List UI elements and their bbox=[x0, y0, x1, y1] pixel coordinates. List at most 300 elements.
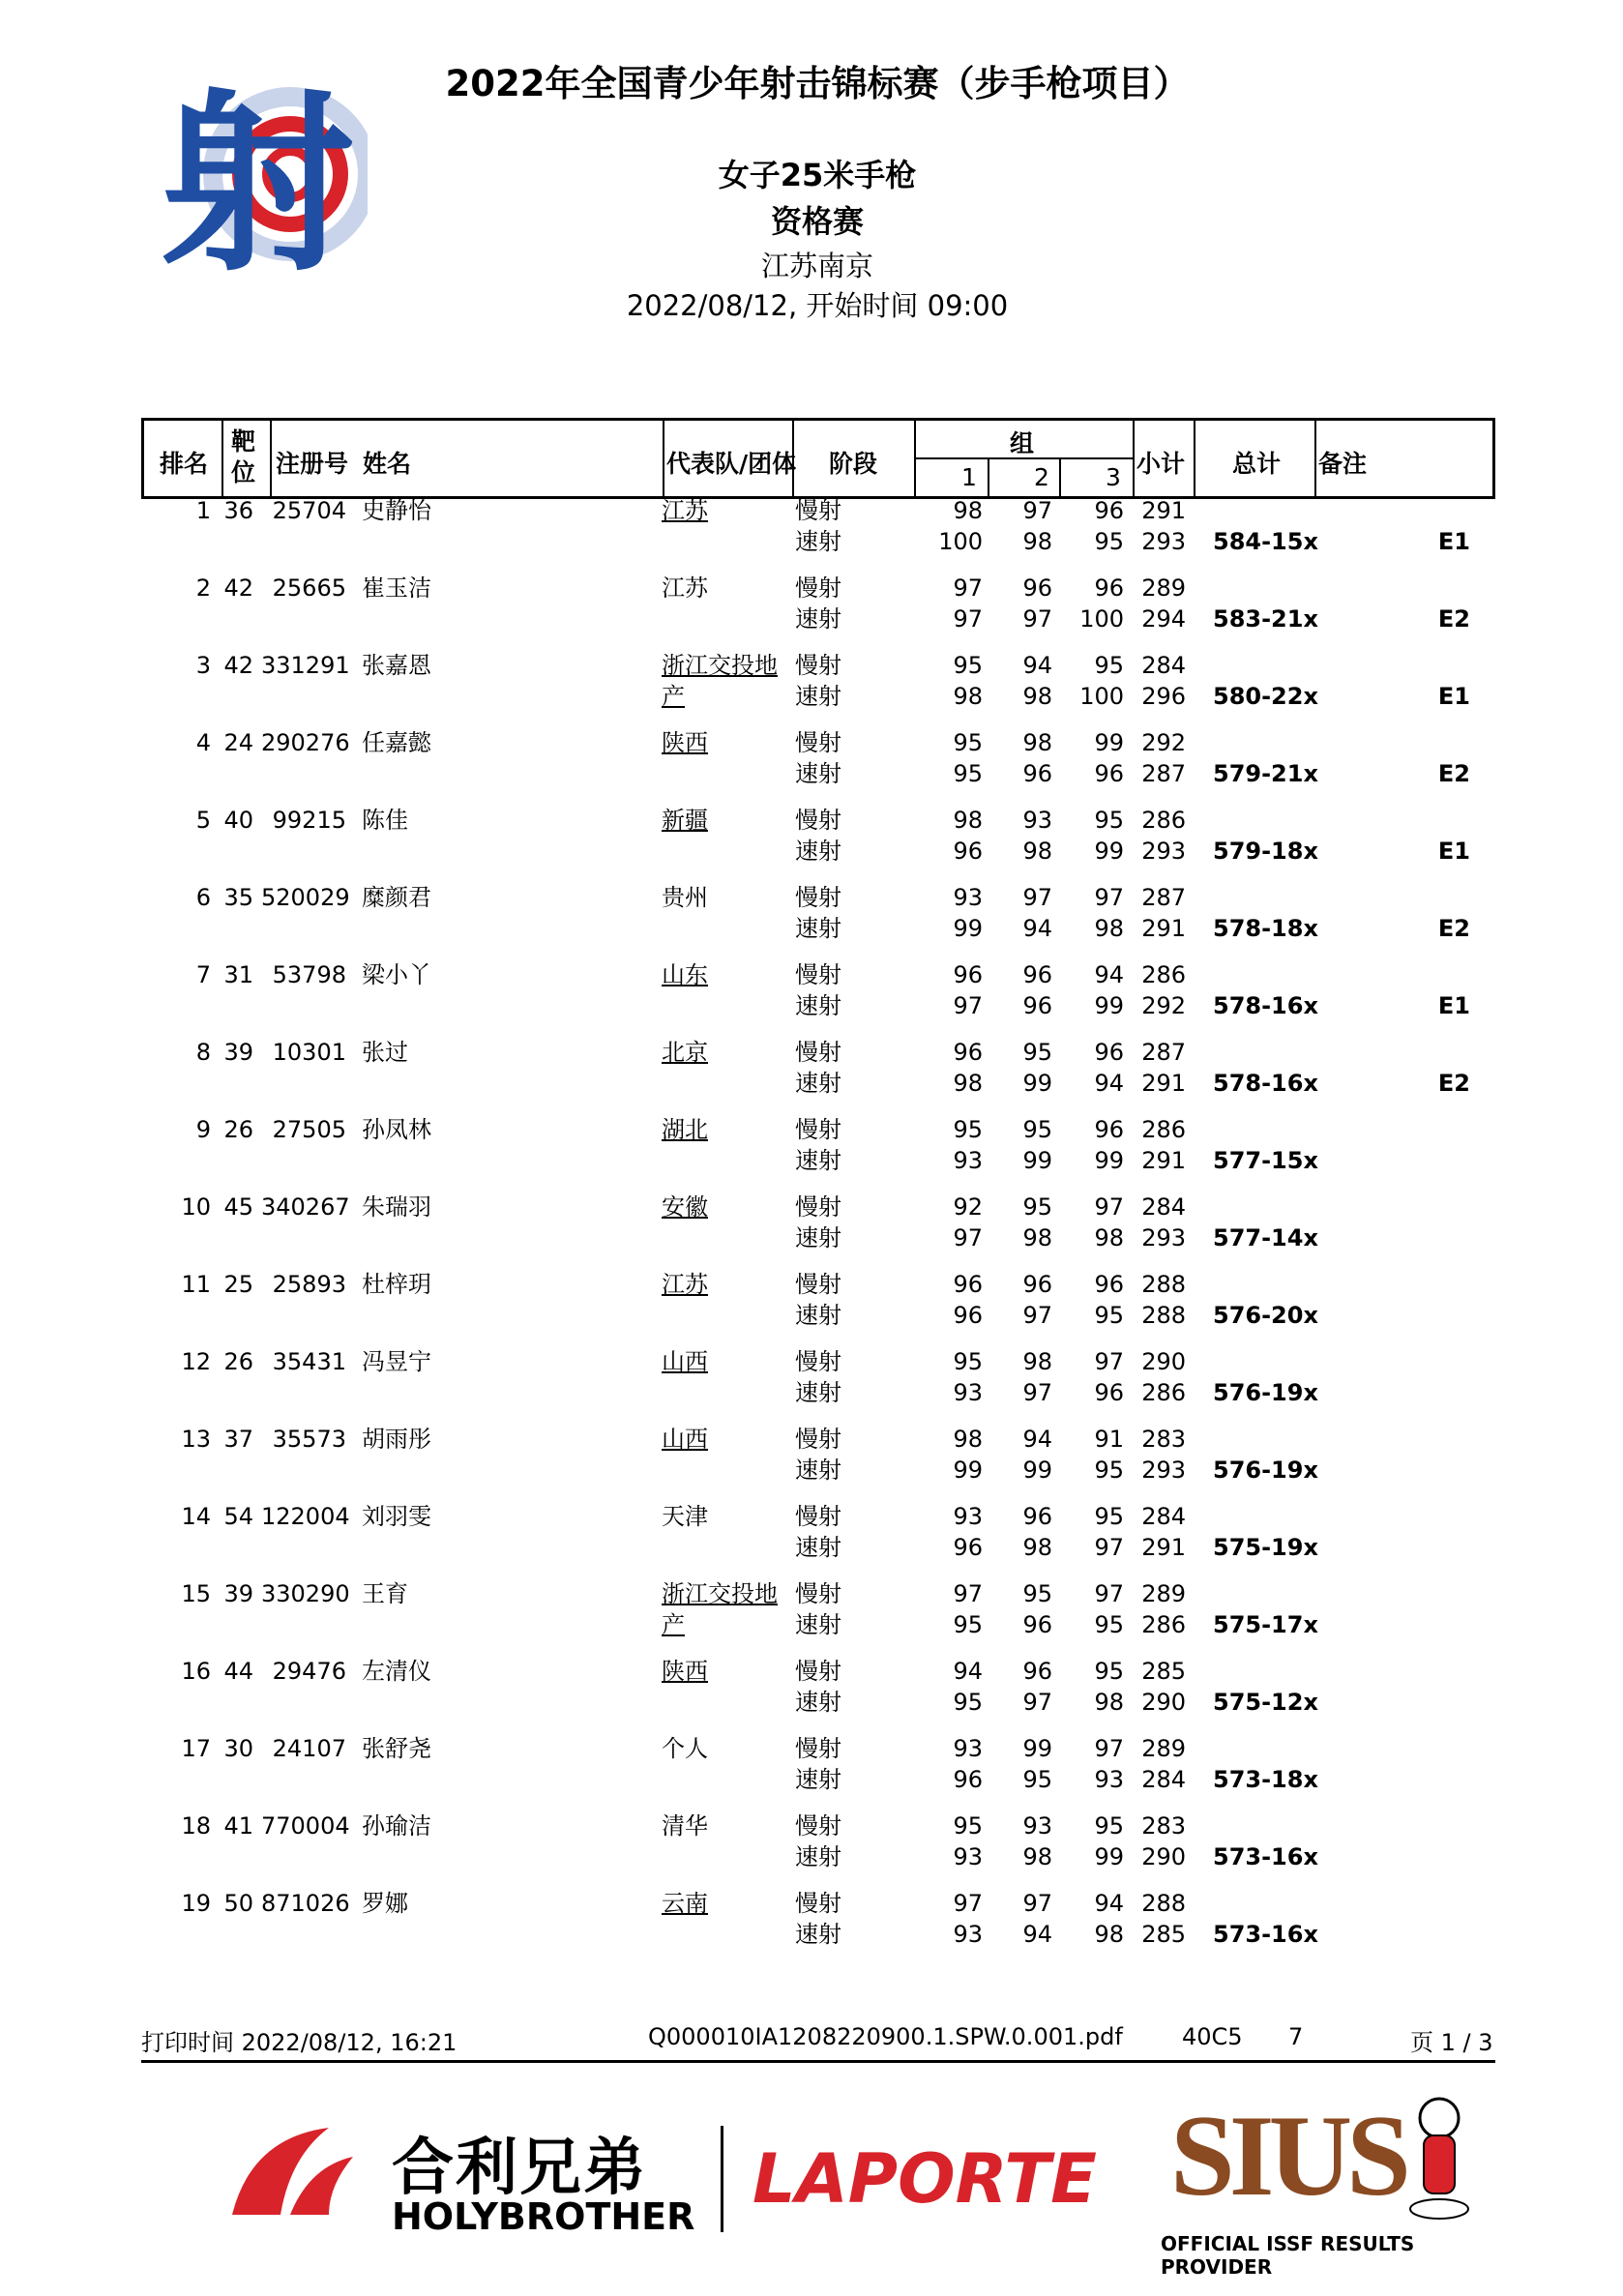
rapid-score-series-2: 96 bbox=[1022, 992, 1052, 1019]
rapid-score-series-1: 93 bbox=[953, 1379, 983, 1406]
col-reg: 注册号 bbox=[276, 450, 349, 478]
slow-score-subtotal: 285 bbox=[1141, 1658, 1186, 1685]
rank-cell: 1 bbox=[195, 497, 211, 524]
rapid-score-subtotal: 293 bbox=[1141, 838, 1186, 865]
col-team: 代表队/团体 bbox=[666, 450, 797, 478]
holybrother-cn: 合利兄弟 bbox=[392, 2133, 647, 2204]
holybrother-en: HOLYBROTHER bbox=[392, 2195, 695, 2238]
stage-slow: 慢射 bbox=[795, 1658, 841, 1685]
rapid-score-subtotal: 284 bbox=[1141, 1766, 1186, 1793]
team-cell[interactable]: 江苏 bbox=[662, 1271, 708, 1298]
doc-code: 40C5 bbox=[1182, 2023, 1243, 2050]
target-cell: 35 bbox=[223, 884, 253, 911]
slow-score-series-2: 99 bbox=[1022, 1735, 1052, 1762]
table-row bbox=[0, 1424, 1623, 1501]
reg-cell: 25893 bbox=[272, 1271, 346, 1298]
rapid-score-series-2: 98 bbox=[1022, 683, 1052, 710]
col-subtotal: 小计 bbox=[1136, 450, 1186, 478]
slow-score-subtotal: 288 bbox=[1141, 1271, 1186, 1298]
rapid-score-subtotal: 291 bbox=[1141, 1534, 1186, 1561]
datetime: 2022/08/12, 开始时间 09:00 bbox=[626, 289, 1009, 322]
total-cell: 576-20x bbox=[1213, 1302, 1318, 1329]
target-cell: 39 bbox=[223, 1580, 253, 1607]
stage-rapid: 速射 bbox=[795, 1534, 841, 1561]
rapid-score-series-1: 98 bbox=[953, 683, 983, 710]
table-row bbox=[0, 495, 1623, 573]
slow-score-subtotal: 284 bbox=[1141, 1503, 1186, 1530]
team-cell: 天津 bbox=[662, 1503, 708, 1530]
rapid-score-series-3: 96 bbox=[1094, 1379, 1124, 1406]
rapid-score-series-2: 98 bbox=[1022, 1843, 1052, 1870]
rapid-score-series-2: 97 bbox=[1022, 1689, 1052, 1716]
stage-rapid: 速射 bbox=[795, 1070, 841, 1097]
rapid-score-series-2: 98 bbox=[1022, 838, 1052, 865]
footer bbox=[141, 2023, 1495, 2056]
slow-score-series-3: 97 bbox=[1094, 1580, 1124, 1607]
table-row bbox=[0, 1501, 1623, 1578]
total-cell: 579-21x bbox=[1213, 760, 1318, 787]
team-cell: 江苏 bbox=[662, 574, 708, 602]
target-cell: 25 bbox=[223, 1271, 253, 1298]
reg-cell: 290276 bbox=[261, 729, 350, 756]
stage-rapid: 速射 bbox=[795, 1921, 841, 1948]
stage-slow: 慢射 bbox=[795, 1890, 841, 1917]
slow-score-series-3: 97 bbox=[1094, 884, 1124, 911]
slow-score-series-1: 96 bbox=[953, 1271, 983, 1298]
table-row bbox=[0, 1269, 1623, 1346]
slow-score-series-1: 98 bbox=[953, 497, 983, 524]
remark-cell: E1 bbox=[1437, 992, 1470, 1019]
total-cell: 573-16x bbox=[1213, 1921, 1318, 1948]
slow-score-subtotal: 291 bbox=[1141, 497, 1186, 524]
slow-score-subtotal: 289 bbox=[1141, 1735, 1186, 1762]
slow-score-subtotal: 289 bbox=[1141, 1580, 1186, 1607]
remark-cell: E1 bbox=[1437, 683, 1470, 710]
col-s1: 1 bbox=[961, 463, 977, 491]
rapid-score-series-2: 96 bbox=[1022, 760, 1052, 787]
slow-score-subtotal: 286 bbox=[1141, 1116, 1186, 1143]
total-cell: 576-19x bbox=[1213, 1379, 1318, 1406]
name-cell: 陈佳 bbox=[362, 807, 408, 834]
target-cell: 42 bbox=[223, 652, 253, 679]
team-cell[interactable]: 安徽 bbox=[662, 1193, 708, 1221]
slow-score-series-2: 95 bbox=[1022, 1580, 1052, 1607]
rank-cell: 13 bbox=[181, 1426, 211, 1453]
name-cell: 王育 bbox=[362, 1580, 408, 1607]
col-target: 靶位 bbox=[231, 427, 256, 486]
name-cell: 左清仪 bbox=[362, 1658, 431, 1685]
team-cell[interactable]: 北京 bbox=[662, 1039, 708, 1066]
rank-cell: 8 bbox=[195, 1039, 211, 1066]
total-cell: 575-19x bbox=[1213, 1534, 1318, 1561]
name-cell: 罗娜 bbox=[362, 1890, 408, 1917]
total-cell: 580-22x bbox=[1213, 683, 1318, 710]
slow-score-subtotal: 286 bbox=[1141, 807, 1186, 834]
slow-score-series-1: 98 bbox=[953, 807, 983, 834]
rapid-score-series-3: 98 bbox=[1094, 1689, 1124, 1716]
table-row bbox=[0, 727, 1623, 805]
target-cell: 37 bbox=[223, 1426, 253, 1453]
slow-score-series-2: 95 bbox=[1022, 1116, 1052, 1143]
target-cell: 54 bbox=[223, 1503, 253, 1530]
reg-cell: 10301 bbox=[272, 1039, 346, 1066]
slow-score-series-2: 96 bbox=[1022, 574, 1052, 602]
reg-cell: 24107 bbox=[272, 1735, 346, 1762]
rank-cell: 19 bbox=[181, 1890, 211, 1917]
slow-score-subtotal: 290 bbox=[1141, 1348, 1186, 1375]
slow-score-series-2: 95 bbox=[1022, 1193, 1052, 1221]
rapid-score-series-3: 95 bbox=[1094, 1302, 1124, 1329]
slow-score-series-3: 95 bbox=[1094, 1812, 1124, 1840]
target-cell: 42 bbox=[223, 574, 253, 602]
rapid-score-series-3: 97 bbox=[1094, 1534, 1124, 1561]
sius-mascot-icon bbox=[1401, 2089, 1478, 2224]
reg-cell: 25704 bbox=[272, 497, 346, 524]
total-cell: 583-21x bbox=[1213, 605, 1318, 633]
rapid-score-series-1: 97 bbox=[953, 992, 983, 1019]
stage-rapid: 速射 bbox=[795, 1147, 841, 1174]
target-cell: 44 bbox=[223, 1658, 253, 1685]
reg-cell: 331291 bbox=[261, 652, 350, 679]
reg-cell: 330290 bbox=[261, 1580, 350, 1607]
stage-slow: 慢射 bbox=[795, 652, 841, 679]
name-cell: 糜颜君 bbox=[362, 884, 431, 911]
remark-cell: E2 bbox=[1437, 605, 1470, 633]
venue: 江苏南京 bbox=[760, 250, 873, 282]
rapid-score-series-2: 95 bbox=[1022, 1766, 1052, 1793]
phase-name: 资格赛 bbox=[770, 203, 864, 240]
rapid-score-series-1: 96 bbox=[953, 838, 983, 865]
target-cell: 50 bbox=[223, 1890, 253, 1917]
rapid-score-series-1: 97 bbox=[953, 1224, 983, 1251]
rank-cell: 7 bbox=[195, 961, 211, 988]
rapid-score-series-2: 99 bbox=[1022, 1070, 1052, 1097]
total-cell: 577-14x bbox=[1213, 1224, 1318, 1251]
slow-score-series-3: 95 bbox=[1094, 652, 1124, 679]
rapid-score-series-2: 98 bbox=[1022, 528, 1052, 555]
slow-score-series-1: 96 bbox=[953, 961, 983, 988]
rapid-score-series-3: 93 bbox=[1094, 1766, 1124, 1793]
slow-score-series-1: 93 bbox=[953, 1503, 983, 1530]
rapid-score-series-2: 98 bbox=[1022, 1224, 1052, 1251]
sponsor-bar bbox=[222, 2079, 1480, 2279]
total-cell: 575-17x bbox=[1213, 1611, 1318, 1638]
slow-score-series-2: 93 bbox=[1022, 807, 1052, 834]
slow-score-series-3: 95 bbox=[1094, 1658, 1124, 1685]
slow-score-subtotal: 284 bbox=[1141, 1193, 1186, 1221]
logo-char: 射 bbox=[161, 73, 355, 280]
reg-cell: 340267 bbox=[261, 1193, 350, 1221]
reg-cell: 25665 bbox=[272, 574, 346, 602]
name-cell: 孙瑜洁 bbox=[362, 1812, 431, 1840]
rapid-score-subtotal: 286 bbox=[1141, 1611, 1186, 1638]
name-cell: 张舒尧 bbox=[362, 1735, 431, 1762]
table-row bbox=[0, 1810, 1623, 1888]
slow-score-series-2: 94 bbox=[1022, 1426, 1052, 1453]
rapid-score-subtotal: 290 bbox=[1141, 1689, 1186, 1716]
laporte-logo: LAPORTE bbox=[752, 2139, 1097, 2219]
table-row bbox=[0, 1114, 1623, 1192]
rapid-score-series-3: 99 bbox=[1094, 992, 1124, 1019]
rapid-score-subtotal: 291 bbox=[1141, 1147, 1186, 1174]
slow-score-series-1: 93 bbox=[953, 884, 983, 911]
sponsor-divider bbox=[721, 2126, 723, 2232]
rapid-score-subtotal: 285 bbox=[1141, 1921, 1186, 1948]
stage-rapid: 速射 bbox=[795, 1611, 841, 1638]
col-name: 姓名 bbox=[363, 450, 412, 478]
rank-cell: 10 bbox=[181, 1193, 211, 1221]
rapid-score-series-3: 95 bbox=[1094, 1611, 1124, 1638]
slow-score-series-3: 97 bbox=[1094, 1348, 1124, 1375]
rapid-score-series-3: 99 bbox=[1094, 1147, 1124, 1174]
total-cell: 578-16x bbox=[1213, 992, 1318, 1019]
team-cell: 清华 bbox=[662, 1812, 708, 1840]
slow-score-series-1: 95 bbox=[953, 1812, 983, 1840]
stage-slow: 慢射 bbox=[795, 1116, 841, 1143]
slow-score-series-2: 94 bbox=[1022, 652, 1052, 679]
target-cell: 26 bbox=[223, 1348, 253, 1375]
name-cell: 任嘉懿 bbox=[362, 729, 431, 756]
stage-rapid: 速射 bbox=[795, 683, 841, 710]
name-cell: 史静怡 bbox=[362, 497, 431, 524]
stage-rapid: 速射 bbox=[795, 1224, 841, 1251]
rapid-score-series-1: 100 bbox=[938, 528, 983, 555]
stage-slow: 慢射 bbox=[795, 1580, 841, 1607]
team-cell[interactable]: 湖北 bbox=[662, 1116, 708, 1143]
slow-score-series-3: 97 bbox=[1094, 1735, 1124, 1762]
team-cell[interactable]: 陕西 bbox=[662, 729, 708, 756]
slow-score-series-3: 95 bbox=[1094, 807, 1124, 834]
stage-slow: 慢射 bbox=[795, 1039, 841, 1066]
file-name: Q000010IA1208220900.1.SPW.0.001.pdf bbox=[648, 2023, 1123, 2050]
rapid-score-series-2: 98 bbox=[1022, 1534, 1052, 1561]
stage-rapid: 速射 bbox=[795, 760, 841, 787]
team-cell-line2[interactable]: 产 bbox=[662, 1611, 685, 1638]
rapid-score-series-3: 99 bbox=[1094, 838, 1124, 865]
rapid-score-series-3: 100 bbox=[1079, 605, 1124, 633]
team-cell[interactable]: 山西 bbox=[662, 1348, 708, 1375]
name-cell: 胡雨彤 bbox=[362, 1426, 431, 1453]
rapid-score-subtotal: 290 bbox=[1141, 1843, 1186, 1870]
name-cell: 杜梓玥 bbox=[362, 1271, 431, 1298]
total-cell: 573-16x bbox=[1213, 1843, 1318, 1870]
rapid-score-series-1: 95 bbox=[953, 1689, 983, 1716]
slow-score-subtotal: 286 bbox=[1141, 961, 1186, 988]
team-cell[interactable]: 江苏 bbox=[662, 497, 708, 524]
table-row bbox=[0, 1192, 1623, 1269]
table-row bbox=[0, 1888, 1623, 1965]
rank-cell: 6 bbox=[195, 884, 211, 911]
rapid-score-series-3: 100 bbox=[1079, 683, 1124, 710]
table-row bbox=[0, 1037, 1623, 1114]
slow-score-series-3: 97 bbox=[1094, 1193, 1124, 1221]
target-cell: 36 bbox=[223, 497, 253, 524]
stage-slow: 慢射 bbox=[795, 1735, 841, 1762]
rapid-score-series-1: 96 bbox=[953, 1302, 983, 1329]
page-title: 2022年全国青少年射击锦标赛（步手枪项目） bbox=[445, 63, 1190, 104]
rapid-score-series-3: 98 bbox=[1094, 1921, 1124, 1948]
page-number: 页 1 / 3 bbox=[1410, 2029, 1493, 2056]
stage-slow: 慢射 bbox=[795, 1426, 841, 1453]
slow-score-series-1: 97 bbox=[953, 1580, 983, 1607]
rapid-score-series-1: 99 bbox=[953, 1457, 983, 1484]
table-row bbox=[0, 959, 1623, 1037]
total-cell: 575-12x bbox=[1213, 1689, 1318, 1716]
rapid-score-series-2: 97 bbox=[1022, 1379, 1052, 1406]
total-cell: 578-18x bbox=[1213, 915, 1318, 942]
holybrother-logo-icon bbox=[222, 2118, 358, 2224]
slow-score-series-1: 95 bbox=[953, 1348, 983, 1375]
slow-score-series-1: 94 bbox=[953, 1658, 983, 1685]
reg-cell: 122004 bbox=[261, 1503, 350, 1530]
rapid-score-series-3: 98 bbox=[1094, 1224, 1124, 1251]
stage-rapid: 速射 bbox=[795, 605, 841, 633]
slow-score-series-3: 96 bbox=[1094, 1116, 1124, 1143]
target-cell: 24 bbox=[223, 729, 253, 756]
doc-num: 7 bbox=[1288, 2023, 1304, 2050]
remark-cell: E1 bbox=[1437, 838, 1470, 865]
team-cell[interactable]: 浙江交投地 bbox=[662, 1580, 778, 1607]
stage-slow: 慢射 bbox=[795, 497, 841, 524]
total-cell: 577-15x bbox=[1213, 1147, 1318, 1174]
slow-score-subtotal: 288 bbox=[1141, 1890, 1186, 1917]
event-name: 女子25米手枪 bbox=[718, 157, 917, 193]
table-row bbox=[0, 1656, 1623, 1733]
rapid-score-subtotal: 294 bbox=[1141, 605, 1186, 633]
target-cell: 39 bbox=[223, 1039, 253, 1066]
slow-score-series-1: 95 bbox=[953, 652, 983, 679]
rank-cell: 9 bbox=[195, 1116, 211, 1143]
stage-rapid: 速射 bbox=[795, 992, 841, 1019]
stage-rapid: 速射 bbox=[795, 915, 841, 942]
stage-rapid: 速射 bbox=[795, 528, 841, 555]
slow-score-subtotal: 284 bbox=[1141, 652, 1186, 679]
rank-cell: 16 bbox=[181, 1658, 211, 1685]
rank-cell: 3 bbox=[195, 652, 211, 679]
rank-cell: 17 bbox=[181, 1735, 211, 1762]
total-cell: 578-16x bbox=[1213, 1070, 1318, 1097]
rank-cell: 18 bbox=[181, 1812, 211, 1840]
slow-score-series-2: 96 bbox=[1022, 1503, 1052, 1530]
slow-score-series-1: 92 bbox=[953, 1193, 983, 1221]
rapid-score-subtotal: 293 bbox=[1141, 528, 1186, 555]
table-row bbox=[0, 1578, 1623, 1656]
rapid-score-series-2: 97 bbox=[1022, 1302, 1052, 1329]
slow-score-series-3: 96 bbox=[1094, 497, 1124, 524]
rank-cell: 11 bbox=[181, 1271, 211, 1298]
remark-cell: E1 bbox=[1437, 528, 1470, 555]
target-cell: 45 bbox=[223, 1193, 253, 1221]
target-cell: 31 bbox=[223, 961, 253, 988]
team-cell[interactable]: 山西 bbox=[662, 1426, 708, 1453]
col-rank: 排名 bbox=[160, 450, 209, 478]
stage-slow: 慢射 bbox=[795, 1271, 841, 1298]
total-cell: 584-15x bbox=[1213, 528, 1318, 555]
table-header bbox=[141, 418, 1495, 499]
reg-cell: 520029 bbox=[261, 884, 350, 911]
rapid-score-series-3: 96 bbox=[1094, 760, 1124, 787]
slow-score-series-1: 95 bbox=[953, 1116, 983, 1143]
slow-score-series-3: 96 bbox=[1094, 1039, 1124, 1066]
rapid-score-subtotal: 286 bbox=[1141, 1379, 1186, 1406]
reg-cell: 53798 bbox=[272, 961, 346, 988]
rapid-score-subtotal: 291 bbox=[1141, 1070, 1186, 1097]
team-cell[interactable]: 陕西 bbox=[662, 1658, 708, 1685]
stage-slow: 慢射 bbox=[795, 884, 841, 911]
rapid-score-series-3: 94 bbox=[1094, 1070, 1124, 1097]
reg-cell: 29476 bbox=[272, 1658, 346, 1685]
name-cell: 孙凤林 bbox=[362, 1116, 431, 1143]
table-row bbox=[0, 805, 1623, 882]
stage-slow: 慢射 bbox=[795, 1503, 841, 1530]
rapid-score-series-1: 96 bbox=[953, 1534, 983, 1561]
rapid-score-series-1: 97 bbox=[953, 605, 983, 633]
stage-slow: 慢射 bbox=[795, 961, 841, 988]
remark-cell: E2 bbox=[1437, 1070, 1470, 1097]
rank-cell: 12 bbox=[181, 1348, 211, 1375]
rapid-score-series-3: 98 bbox=[1094, 915, 1124, 942]
total-cell: 576-19x bbox=[1213, 1457, 1318, 1484]
rapid-score-series-3: 95 bbox=[1094, 1457, 1124, 1484]
name-cell: 崔玉洁 bbox=[362, 574, 431, 602]
rapid-score-series-3: 99 bbox=[1094, 1843, 1124, 1870]
team-cell-line2[interactable]: 产 bbox=[662, 683, 685, 710]
col-s2: 2 bbox=[1034, 463, 1049, 491]
table-row bbox=[0, 650, 1623, 727]
slow-score-series-2: 97 bbox=[1022, 497, 1052, 524]
stage-slow: 慢射 bbox=[795, 1193, 841, 1221]
col-remarks: 备注 bbox=[1318, 450, 1368, 478]
rank-cell: 2 bbox=[195, 574, 211, 602]
name-cell: 张过 bbox=[362, 1039, 408, 1066]
rapid-score-series-2: 99 bbox=[1022, 1457, 1052, 1484]
slow-score-series-2: 93 bbox=[1022, 1812, 1052, 1840]
team-cell[interactable]: 新疆 bbox=[662, 807, 708, 834]
slow-score-series-1: 98 bbox=[953, 1426, 983, 1453]
name-cell: 张嘉恩 bbox=[362, 652, 431, 679]
team-cell[interactable]: 云南 bbox=[662, 1890, 708, 1917]
rapid-score-subtotal: 287 bbox=[1141, 760, 1186, 787]
sius-tagline: OFFICIAL ISSF RESULTS PROVIDER bbox=[1161, 2232, 1415, 2279]
name-cell: 冯昱宁 bbox=[362, 1348, 431, 1375]
slow-score-series-1: 95 bbox=[953, 729, 983, 756]
reg-cell: 99215 bbox=[272, 807, 346, 834]
stage-rapid: 速射 bbox=[795, 1379, 841, 1406]
slow-score-series-1: 96 bbox=[953, 1039, 983, 1066]
stage-slow: 慢射 bbox=[795, 729, 841, 756]
slow-score-subtotal: 283 bbox=[1141, 1812, 1186, 1840]
print-time: 打印时间 2022/08/12, 16:21 bbox=[141, 2029, 457, 2056]
slow-score-subtotal: 292 bbox=[1141, 729, 1186, 756]
target-cell: 30 bbox=[223, 1735, 253, 1762]
reg-cell: 770004 bbox=[261, 1812, 350, 1840]
team-cell[interactable]: 山东 bbox=[662, 961, 708, 988]
sius-logo: SIUS bbox=[1170, 2091, 1405, 2220]
table-row bbox=[0, 1346, 1623, 1424]
slow-score-series-1: 97 bbox=[953, 1890, 983, 1917]
rapid-score-series-1: 99 bbox=[953, 915, 983, 942]
rapid-score-series-1: 93 bbox=[953, 1843, 983, 1870]
slow-score-series-2: 98 bbox=[1022, 729, 1052, 756]
team-cell[interactable]: 浙江交投地 bbox=[662, 652, 778, 679]
reg-cell: 35573 bbox=[272, 1426, 346, 1453]
stage-slow: 慢射 bbox=[795, 807, 841, 834]
slow-score-subtotal: 287 bbox=[1141, 1039, 1186, 1066]
rapid-score-series-1: 95 bbox=[953, 760, 983, 787]
rapid-score-series-2: 96 bbox=[1022, 1611, 1052, 1638]
slow-score-series-3: 94 bbox=[1094, 961, 1124, 988]
target-cell: 40 bbox=[223, 807, 253, 834]
